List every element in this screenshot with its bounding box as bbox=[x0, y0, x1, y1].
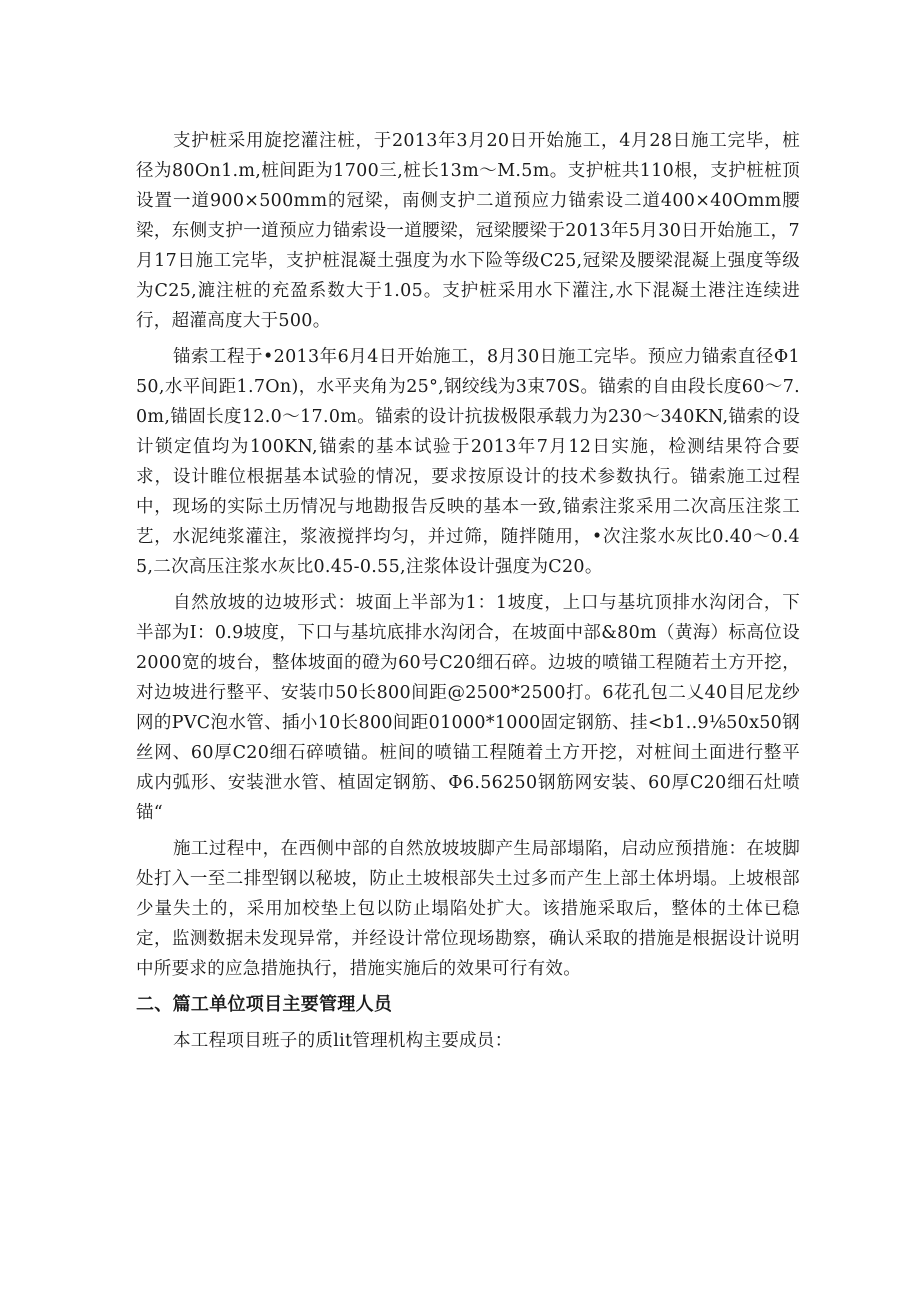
section-heading: 二、篇工单位项目主要管理人员 bbox=[136, 994, 393, 1015]
paragraph-construction-measures: 施工过程中，在西侧中部的自然放坡坡脚产生局部塌陷，启动应预措施：在坡脚处打入一至二排型钢以秘坡，防止土坡根部失土过多而产生上部土体坍塌。上坡根部少量失土的，采用加校垫上包以防止塌陷处扩大。该措施采取后，整体的土体已稳定，监测数据未发现异常，并经设计常位现场勘察，确认采取的措施是根据设计说明中所要求的应急措施执行，措施实施后的效果可行有效。 bbox=[136, 839, 800, 979]
paragraph-support-piles: 支护桩采用旋挖灌注桩，于2013年3月20日开始施工，4月28日施工完毕，桩径为80On1.m,桩间距为1700三,桩长13m～M.5m。支护桩共110根，支护桩桩顶设置一道900×500mm的冠梁，南侧支护二道预应力锚索设二道400×40Omm腰梁，东侧支护一道预应力锚索设一道腰梁，冠梁腰梁于2013年5月30日开始施工，7月17日施工完毕，支护桩混凝土强度为水下险等级C25,冠梁及腰梁混凝上强度等级为C25,漉注桩的充盈系数大于1.05。支护桩采用水下灌注,水下混凝土港注连续进行，超灌高度大于500。 bbox=[136, 131, 800, 331]
paragraph-management-members: 本工程项目班子的质lit管理机构主要成员： bbox=[173, 1031, 513, 1051]
paragraph-anchor-cables: 锚索工程于•2013年6月4日开始施工，8月30日施工完毕。预应力锚索直径Φ150,水平间距1.7On)，水平夹角为25°,钢绞线为3束70S。锚索的自由段长度60～7.0m,锚固长度12.0～17.0m。锚索的设计抗拔极限承载力为230～340KN,锚索的设计锁定值均为100KN,锚索的基本试验于2013年7月12日实施，检测结果符合要求，设计睢位根据基本试验的情况，要求按原设计的技术参数执行。锚索施工过程中，现场的实际土历情况与地勘报告反映的基本一致,锚索注浆采用二次高压注浆工艺，水泥纯浆灌注，浆液搅拌均匀，并过筛，随拌随用，•次注浆水灰比0.40～0.45,二次高压注浆水灰比0.45-0.55,注浆体设计强度为C20。 bbox=[136, 347, 800, 577]
document-body bbox=[136, 126, 800, 1062]
paragraph-natural-slope: 自然放坡的边坡形式：坡面上半部为1：1坡度，上口与基坑顶排水沟闭合，下半部为I：0.9坡度，下口与基坑底排水沟闭合，在坡面中部&80m（黄海）标高位设2000宽的坡台，整体坡面的磴为60号C20细石碎。边坡的喷锚工程随若土方开挖，对边坡进行整平、安装巾50长800间距@2500*2500打。6花孔包二乂40目尼龙纱网的PVC泡水管、插小10长800间距01000*1000固定钢筋、挂<b1..9⅛50x50钢丝网、60厚C20细石碎喷锚。桩间的喷锚工程随着土方开挖，对桩间土面进行整平成内弧形、安装泄水管、植固定钢筋、Φ6.56250钢筋网安装、60厚C20细石灶喷锚“ bbox=[136, 593, 800, 823]
